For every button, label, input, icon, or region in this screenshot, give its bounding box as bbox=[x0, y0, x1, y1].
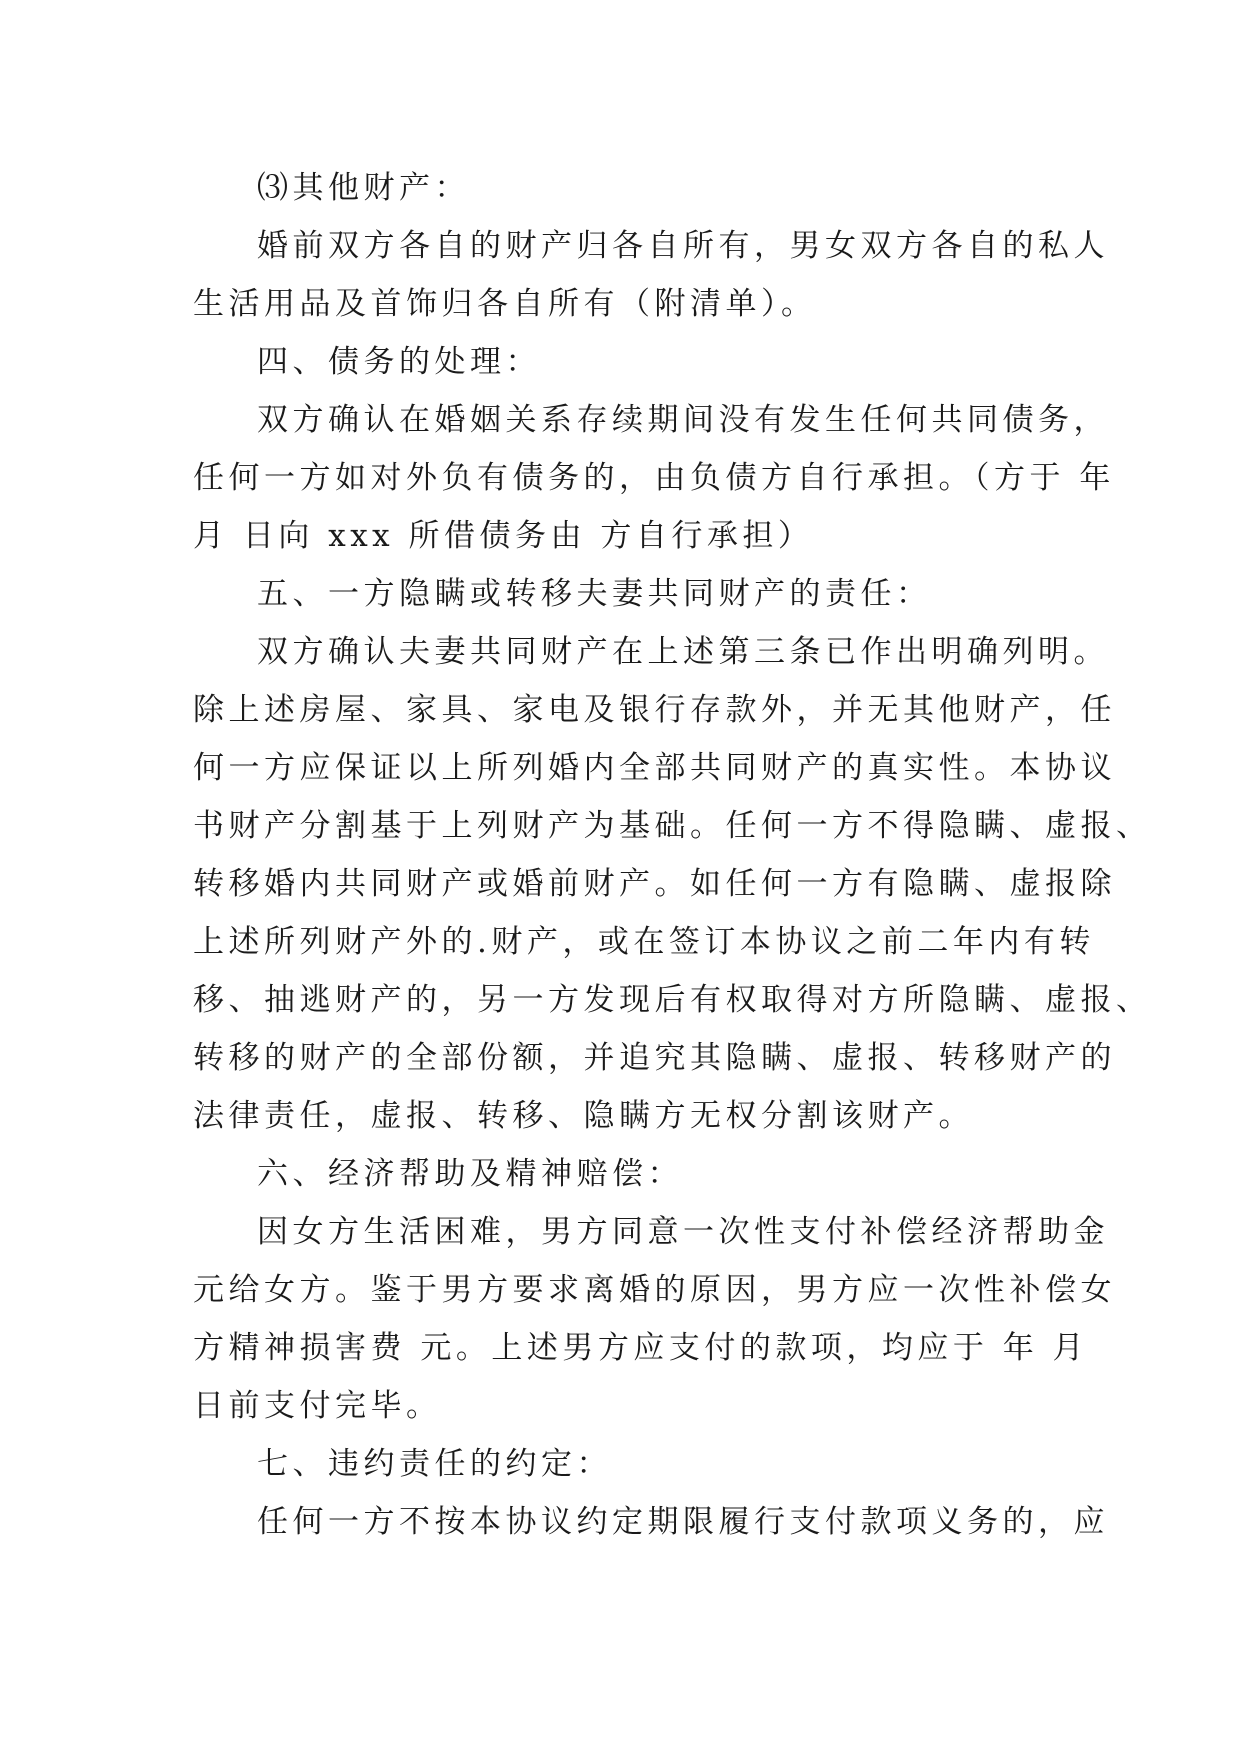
paragraph-line: 转移婚内共同财产或婚前财产。如任何一方有隐瞒、虚报除 bbox=[193, 866, 1116, 902]
paragraph-line: 移、抽逃财产的，另一方发现后有权取得对方所隐瞒、虚报、 bbox=[193, 982, 1152, 1018]
paragraph-line: 生活用品及首饰归各自所有（附清单）。 bbox=[193, 286, 817, 322]
paragraph-line: 书财产分割基于上列财产为基础。任何一方不得隐瞒、虚报、 bbox=[193, 808, 1152, 844]
paragraph-line: 因女方生活困难，男方同意一次性支付补偿经济帮助金 bbox=[257, 1214, 1109, 1250]
paragraph-line: 月 日向 xxx 所借债务由 方自行承担） bbox=[193, 518, 814, 554]
paragraph-line: 任何一方如对外负有债务的，由负债方自行承担。（方于 年 bbox=[193, 460, 1115, 496]
subheading-other-property: ⑶其他财产： bbox=[257, 170, 470, 206]
paragraph-line: 法律责任，虚报、转移、隐瞒方无权分割该财产。 bbox=[193, 1098, 974, 1134]
section-heading-compensation: 六、经济帮助及精神赔偿： bbox=[257, 1156, 683, 1192]
paragraph-line: 任何一方不按本协议约定期限履行支付款项义务的，应 bbox=[257, 1504, 1109, 1540]
section-heading-breach: 七、违约责任的约定： bbox=[257, 1446, 612, 1482]
paragraph-line: 除上述房屋、家具、家电及银行存款外，并无其他财产，任 bbox=[193, 692, 1116, 728]
paragraph-line: 方精神损害费 元。上述男方应支付的款项，均应于 年 月 bbox=[193, 1330, 1089, 1366]
paragraph-line: 转移的财产的全部份额，并追究其隐瞒、虚报、转移财产的 bbox=[193, 1040, 1116, 1076]
document-body bbox=[193, 159, 1152, 1551]
paragraph-line: 日前支付完毕。 bbox=[193, 1388, 442, 1424]
section-heading-debts: 四、债务的处理： bbox=[257, 344, 541, 380]
paragraph-line: 双方确认夫妻共同财产在上述第三条已作出明确列明。 bbox=[257, 634, 1109, 670]
paragraph-line: 婚前双方各自的财产归各自所有，男女双方各自的私人 bbox=[257, 228, 1109, 264]
paragraph-line: 何一方应保证以上所列婚内全部共同财产的真实性。本协议 bbox=[193, 750, 1116, 786]
paragraph-line: 双方确认在婚姻关系存续期间没有发生任何共同债务， bbox=[257, 402, 1109, 438]
section-heading-concealment: 五、一方隐瞒或转移夫妻共同财产的责任： bbox=[257, 576, 932, 612]
paragraph-line: 元给女方。鉴于男方要求离婚的原因，男方应一次性补偿女 bbox=[193, 1272, 1116, 1308]
paragraph-line: 上述所列财产外的.财产，或在签订本协议之前二年内有转 bbox=[193, 924, 1095, 960]
